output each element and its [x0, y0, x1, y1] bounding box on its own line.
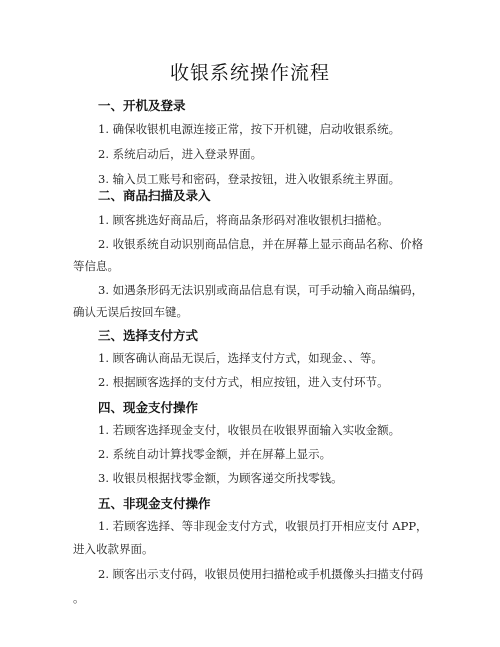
list-item: 2. 系统启动后，进入登录界面。 [98, 147, 263, 161]
list-item-continuation: 进入收款界面。 [73, 542, 154, 556]
list-item: 3. 收银员根据找零金额，为顾客递交所找零钱。 [98, 471, 343, 485]
section-heading-payment-method: 三、选择支付方式 [98, 328, 199, 343]
list-item: 1. 若顾客选择、等非现金支付方式，收银员打开相应支付 APP， [98, 519, 428, 533]
list-item-continuation: 确认无误后按回车键。 [73, 305, 188, 319]
list-item: 1. 确保收银机电源连接正常，按下开机键，启动收银系统。 [98, 122, 401, 136]
list-item: 1. 若顾客选择现金支付，收银员在收银界面输入实收金额。 [98, 423, 401, 437]
document-title: 收银系统操作流程 [169, 62, 330, 84]
list-item: 3. 输入员工账号和密码，登录按钮，进入收银系统主界面。 [98, 172, 401, 186]
list-item-continuation: 。 [73, 591, 85, 605]
list-item: 2. 收银系统自动识别商品信息，并在屏幕上显示商品名称、价格 [98, 237, 424, 251]
list-item: 1. 顾客确认商品无误后，选择支付方式，如现金、、等。 [98, 351, 383, 365]
list-item: 2. 系统自动计算找零金额，并在屏幕上显示。 [98, 447, 332, 461]
list-item: 3. 如遇条形码无法识别或商品信息有误，可手动输入商品编码， [98, 283, 424, 297]
list-item: 2. 根据顾客选择的支付方式，相应按钮，进入支付环节。 [98, 375, 389, 389]
list-item-continuation: 等信息。 [73, 259, 119, 273]
section-heading-cash-payment: 四、现金支付操作 [98, 400, 199, 415]
section-heading-noncash-payment: 五、非现金支付操作 [98, 496, 211, 511]
list-item: 2. 顾客出示支付码，收银员使用扫描枪或手机摄像头扫描支付码 [98, 567, 424, 581]
list-item: 1. 顾客挑选好商品后，将商品条形码对准收银机扫描枪。 [98, 213, 389, 227]
section-heading-startup: 一、开机及登录 [98, 98, 186, 113]
section-heading-scanning: 二、商品扫描及录入 [98, 188, 211, 203]
